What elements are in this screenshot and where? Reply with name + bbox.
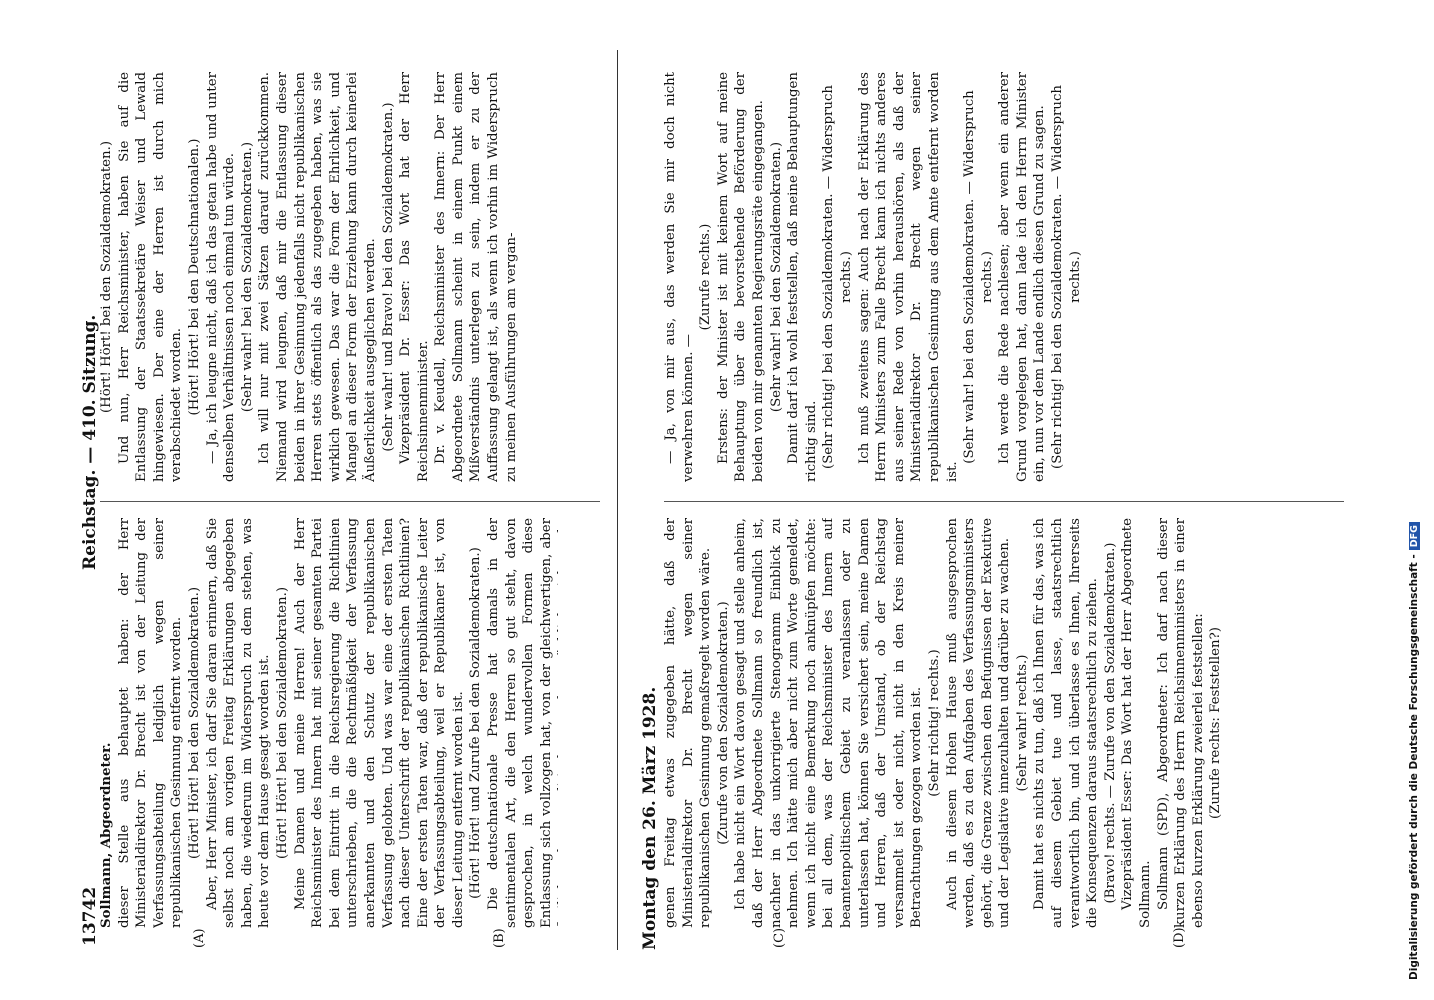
margin-mark-d: (D) [1172,927,1187,948]
paragraph: Erstens: der Minister ist mit keinem Wort auf meine Behauptung über die bevorstehende Beförderung der beiden von mir genannten Regierungsräte eingegangen. [715,72,766,482]
margin-mark-a: (A) [192,928,207,948]
speaker-line: Sollmann, Abgeordneter. [99,742,114,928]
paragraph: Die deutschnationale Presse hat damals in der sentimentalen Art, die den Herren so gut steht, davon gesprochen, in welch wundervollen Formen diese Entlassung sich vollzogen hat, von der gleichwertigen, aber [486,518,554,928]
paragraph: Ich muß zweitens sagen: Auch nach der Erklärung des Herrn Ministers zum Falle Brecht kann ich nichts anderes aus seiner Rede von vorhin heraushören, als daß der Ministerialdirektor Dr. Brecht wegen seiner republikanischen Gesinnung aus dem Amte entfernt worden ist. [856,72,960,482]
interjection: (Sehr wahr! bei den Sozialdemokraten.) [768,141,784,413]
interjection: (Bravo! rechts. — Zurufe von den Sozialdemokraten.) [1102,542,1118,904]
session-date: Montag den 26. März 1928. [640,686,660,950]
text-column-right-continued [662,72,1342,482]
column-rule [100,501,600,502]
speaker-paragraph: Dr. v. Keudell, Reichsminister des Innern: Der Herr Abgeordnete Sollmann scheint in einem Punkt einem Mißverständnis unterlegen zu sein, indem er zu der Auffassung gelangt ist, als wenn ich vorhin im Widerspruch zu meinen Ausführungen am vergan- [433,72,519,482]
interjection: (Zurufe rechts.) [698,223,714,331]
text-column-left-continued [98,72,558,482]
paragraph: dieser Stelle aus behauptet haben: der Herr Ministerialdirektor Dr. Brecht ist von der Leitung der Verfassungsabteilung lediglich wegen seiner republikanischen Gesinnung entfernt worden. [116,518,185,928]
text-column-left [98,518,558,928]
digitization-credit [1408,40,1430,980]
paragraph: Ich habe nicht ein Wort davon gesagt und stelle anheim, daß der Herr Abgeordnete Sollmann so freundlich ist, nachher in das unkorrigierte Stenogramm Einblick zu nehmen. Ich hätte mich aber nicht zum Worte gemeldet, wenn ich nicht eine Bemerkung noch anknüpfen möchte: bei all dem, was der Reichsminister des Innern auf beamtenpolitischem Gebiet zu veranlassen oder zu unterlassen hat, können Sie versichert sein, meine Damen und Herren, daß der Umstand, ob der Reichstag versammelt ist oder nicht, nicht in den Kreis meiner Betrachtungen gezogen worden ist. [733,518,925,928]
interjection: (Hört! Hört! und Zurufe bei den Sozialdemokraten.) [468,547,484,899]
paragraph: Auch in diesem Hohen Hause muß ausgesprochen werden, daß es zu den Aufgaben des Verfassungsministers gehört, die Grenze zwischen den Befugnissen der Exekutive und der Legislative innezuhalten und darüber zu wachen. [944,518,1013,928]
paragraph: Damit darf ich wohl feststellen, daß meine Behauptungen richtig sind. [786,72,819,482]
paragraph: Damit hat es nichts zu tun, daß ich Ihnen für das, was ich auf diesem Gebiet tue und lasse, staatsrechtlich verantwortlich bin, und ich überlasse es Ihnen, Ihrerseits die Konsequenzen daraus staatsrechtlich zu ziehen. [1032,518,1101,928]
speaker-paragraph: Vizepräsident Dr. Esser: Das Wort hat der Herr Reichsinnenminister. [398,72,431,482]
paragraph: genen Freitag etwas zugegeben hätte, daß der Ministerialdirektor Dr. Brecht wegen seiner republikanischen Gesinnung gemaßregelt worden wäre. [663,518,714,928]
paragraph: Meine Damen und meine Herren! Auch der Herr Reichsminister des Innern hat mit seiner gesamten Partei bei dem Eintritt in die Reichsregierung die Richtlinien unterschrieben, die die Rechtmäßigkeit der Verfassung anerkannten und den Schutz der republikanischen Verfassung gelobten. Und was war eine der ersten Taten nach dieser Unterschrift der republikanischen Richtlinien? Eine der ersten Taten war, daß der republikanische Leiter der Verfassungsabteilung, weil er Republikaner ist, von dieser Leitung entfernt worden ist. [292,518,466,928]
interjection: (Sehr wahr! rechts.) [1014,654,1030,792]
rotated-page-content [72,50,1362,950]
section-divider [617,50,618,950]
interjection: (Hört! Hört! bei den Sozialdemokraten.) [186,586,202,860]
interjection: (Zurufe von den Sozialdemokraten.) [715,601,731,845]
paragraph: Ich werde die Rede nachlesen; aber wenn ein anderer Grund vorgelegen hat, dann lade ich den Herrn Minister ein, nun vor dem Lande endlich diesen Grund zu sagen. [997,72,1048,482]
margin-mark-b: (B) [492,928,507,948]
speaker-paragraph: Vizepräsident Esser: Das Wort hat der Herr Abgeordnete Sollmann. [1120,518,1154,928]
interjection: (Hört! Hört! bei den Deutschnationalen.) [186,138,202,416]
running-title: Reichstag. — 410. Sitzung. [80,314,100,570]
interjection: (Hört! Hört! bei den Sozialdemokraten.) [274,586,290,860]
paragraph: Ich will nur mit zwei Sätzen darauf zurückkommen. Niemand wird leugnen, daß mir die Entlassung dieser beiden in ihrer Gesinnung jedenfalls nicht republikanischen Herren stets öffentlich als das zugegeben haben, was sie wirklich gewesen. Das war die Form der Ehrlichkeit, und Mangel an dieser Form der Erziehung kann durch keinerlei Äußerlichkeit ausgeglichen werden. [257,72,378,482]
interjection: (Sehr wahr! bei den Sozialdemokraten. — Widerspruch rechts.) [962,90,995,464]
paragraph: Aber, Herr Minister, ich darf Sie daran erinnern, daß Sie selbst noch am vorigen Freitag Erklärungen abgegeben haben, die wiederum im Widerspruch zu dem stehen, was heute vor dem Hause gesagt worden ist. [204,518,273,928]
interjection: (Hört! Hört! bei den Sozialdemokraten.) [99,140,114,414]
interjection: (Sehr wahr! bei den Sozialdemokraten.) [239,141,255,413]
interjection: (Sehr richtig! bei den Sozialdemokraten. — Widerspruch rechts.) [1050,85,1083,469]
interjection: (Sehr richtig! bei den Sozialdemokraten. — Widerspruch rechts.) [821,85,854,469]
paragraph: Und nun, Herr Reichsminister, haben Sie auf die Entlassung der Staatssekretäre Weiser und Lewald hingewiesen. Der eine der Herren ist durch mich verabschiedet worden. [116,72,185,482]
speaker-paragraph: Sollmann (SPD), Abgeordneter: Ich darf nach dieser kurzen Erklärung des Herrn Reichsinnenministers in einer ebenso kurzen Erklärung zweierlei feststellen: [1155,518,1206,928]
credit-text: Digitalisierung gefördert durch die Deutsche Forschungsgemeinschaft - [1408,554,1420,980]
text-column-right [662,518,1342,928]
dfg-logo: DFG [1409,522,1420,550]
page-number: 13742 [80,886,100,946]
interjection: (Sehr wahr! und Bravo! bei den Sozialdemokraten.) [380,102,396,452]
column-rule [664,501,1344,502]
paragraph: — Ja, von mir aus, das werden Sie mir doch nicht verwehren können. — [663,72,696,482]
paragraph: — Ja, ich leugne nicht, daß ich das getan habe und unter denselben Verhältnissen noch einmal tun würde. [204,72,238,482]
margin-mark-c: (C) [772,927,787,948]
interjection: (Zurufe rechts: Feststellen?) [1208,627,1224,819]
interjection: (Sehr richtig! rechts.) [926,649,942,797]
